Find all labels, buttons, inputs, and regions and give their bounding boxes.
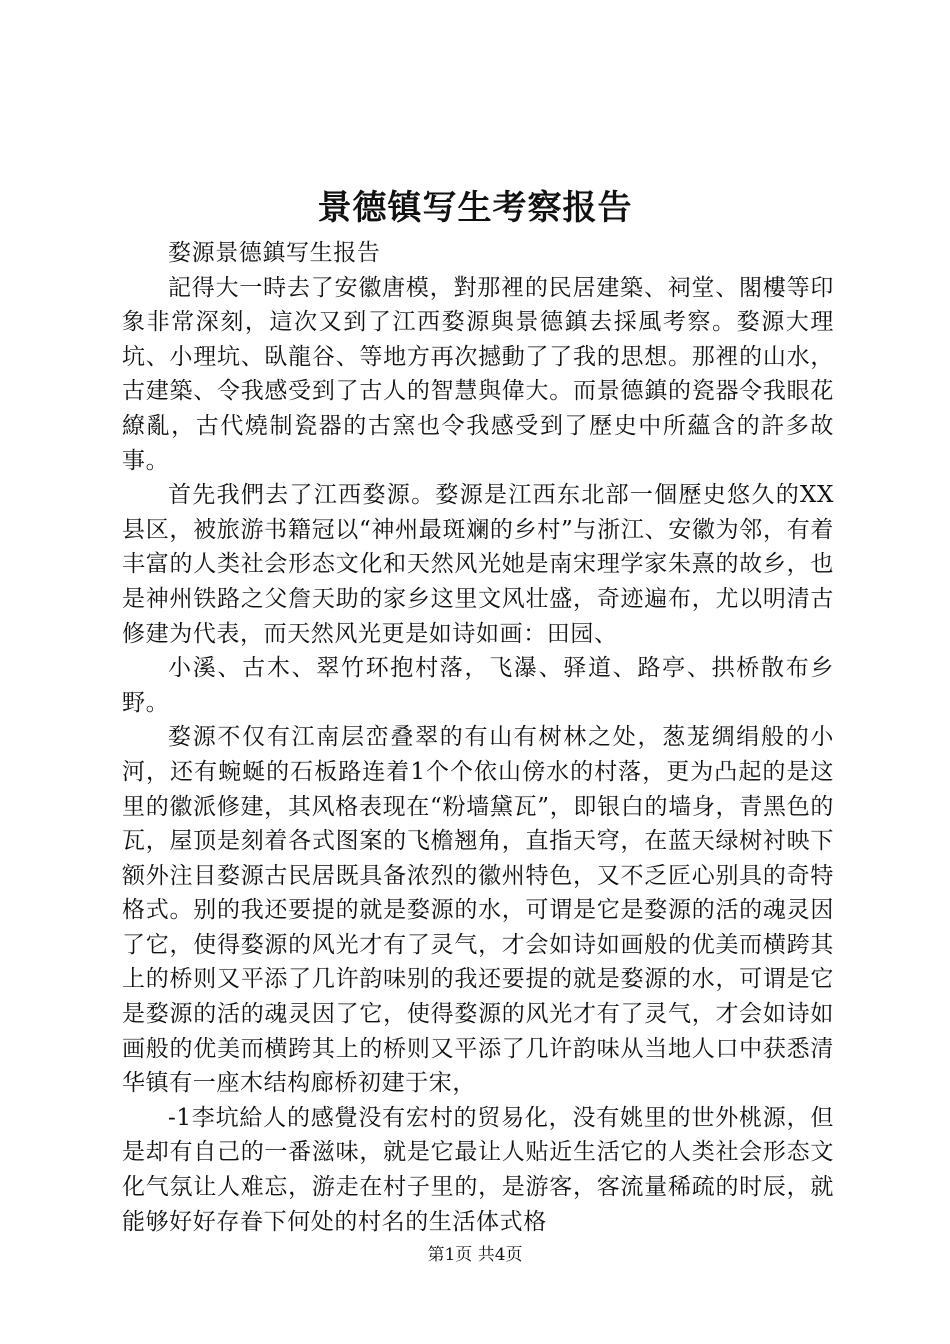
paragraph: 小溪、古木、翠竹环抱村落，飞瀑、驿道、路亭、拱桥散布乡野。 (122, 655, 834, 716)
paragraph: 記得大一時去了安徽唐模，對那裡的民居建築、祠堂、閣樓等印象非常深刻，這次又到了江西婺源與景德鎮去採風考察。婺源大理坑、小理坑、臥龍谷、等地方再次撼動了了我的思想。那裡的山水，古建築、令我感受到了古人的智慧與偉大。而景德鎮的瓷器令我眼花繚亂，古代燒制瓷器的古窯也令我感受到了歷史中所蘊含的許多故事。 (122, 274, 834, 474)
paragraph: -1李坑給人的感覺没有宏村的贸易化，没有姚里的世外桃源，但是却有自己的一番滋味，就是它最让人贴近生活它的人类社会形态文化气氛让人难忘，游走在村子里的，是游客，客流量稀疏的时辰，就能够好好存眷下何处的村名的生活体式格 (122, 1104, 834, 1235)
page-number: 第1页 共4页 (427, 1245, 523, 1265)
paragraph: 婺源不仅有江南层峦叠翠的有山有树林之处，葱茏绸绢般的小河，还有蜿蜒的石板路连着1个个依山傍水的村落，更为凸起的是这里的徽派修建，其风格表现在“粉墙黛瓦”，即银白的墙身，青黑色的瓦，屋顶是刻着各式图案的飞檐翘角，直指天穹，在蓝天绿树衬映下额外注目婺源古民居既具备浓烈的徽州特色，又不乏匠心别具的奇特格式。别的我还要提的就是婺源的水，可谓是它是婺源的活的魂灵因了它，使得婺源的风光才有了灵气，才会如诗如画般的优美而横跨其上的桥则又平添了几许韵味别的我还要提的就是婺源的水，可谓是它是婺源的活的魂灵因了它，使得婺源的风光才有了灵气，才会如诗如画般的优美而横跨其上的桥则又平添了几许韵味从当地人口中获悉清华镇有一座木结构廊桥初建于宋， (122, 724, 834, 1097)
document-body (122, 236, 834, 1239)
document-title: 景德镇写生考察报告 (317, 188, 633, 228)
paragraph: 婺源景德鎮写生报告 (168, 240, 381, 266)
paragraph: 首先我們去了江西婺源。婺源是江西东北部一個歷史悠久的XX县区，被旅游书籍冠以“神州最斑斓的乡村”与浙江、安徽为邻，有着丰富的人类社会形态文化和天然风光她是南宋理学家朱熹的故乡，也是神州铁路之父詹天助的家乡这里文风壮盛，奇迹遍布，尤以明清古修建为代表，而天然风光更是如诗如画：田园、 (122, 482, 834, 647)
